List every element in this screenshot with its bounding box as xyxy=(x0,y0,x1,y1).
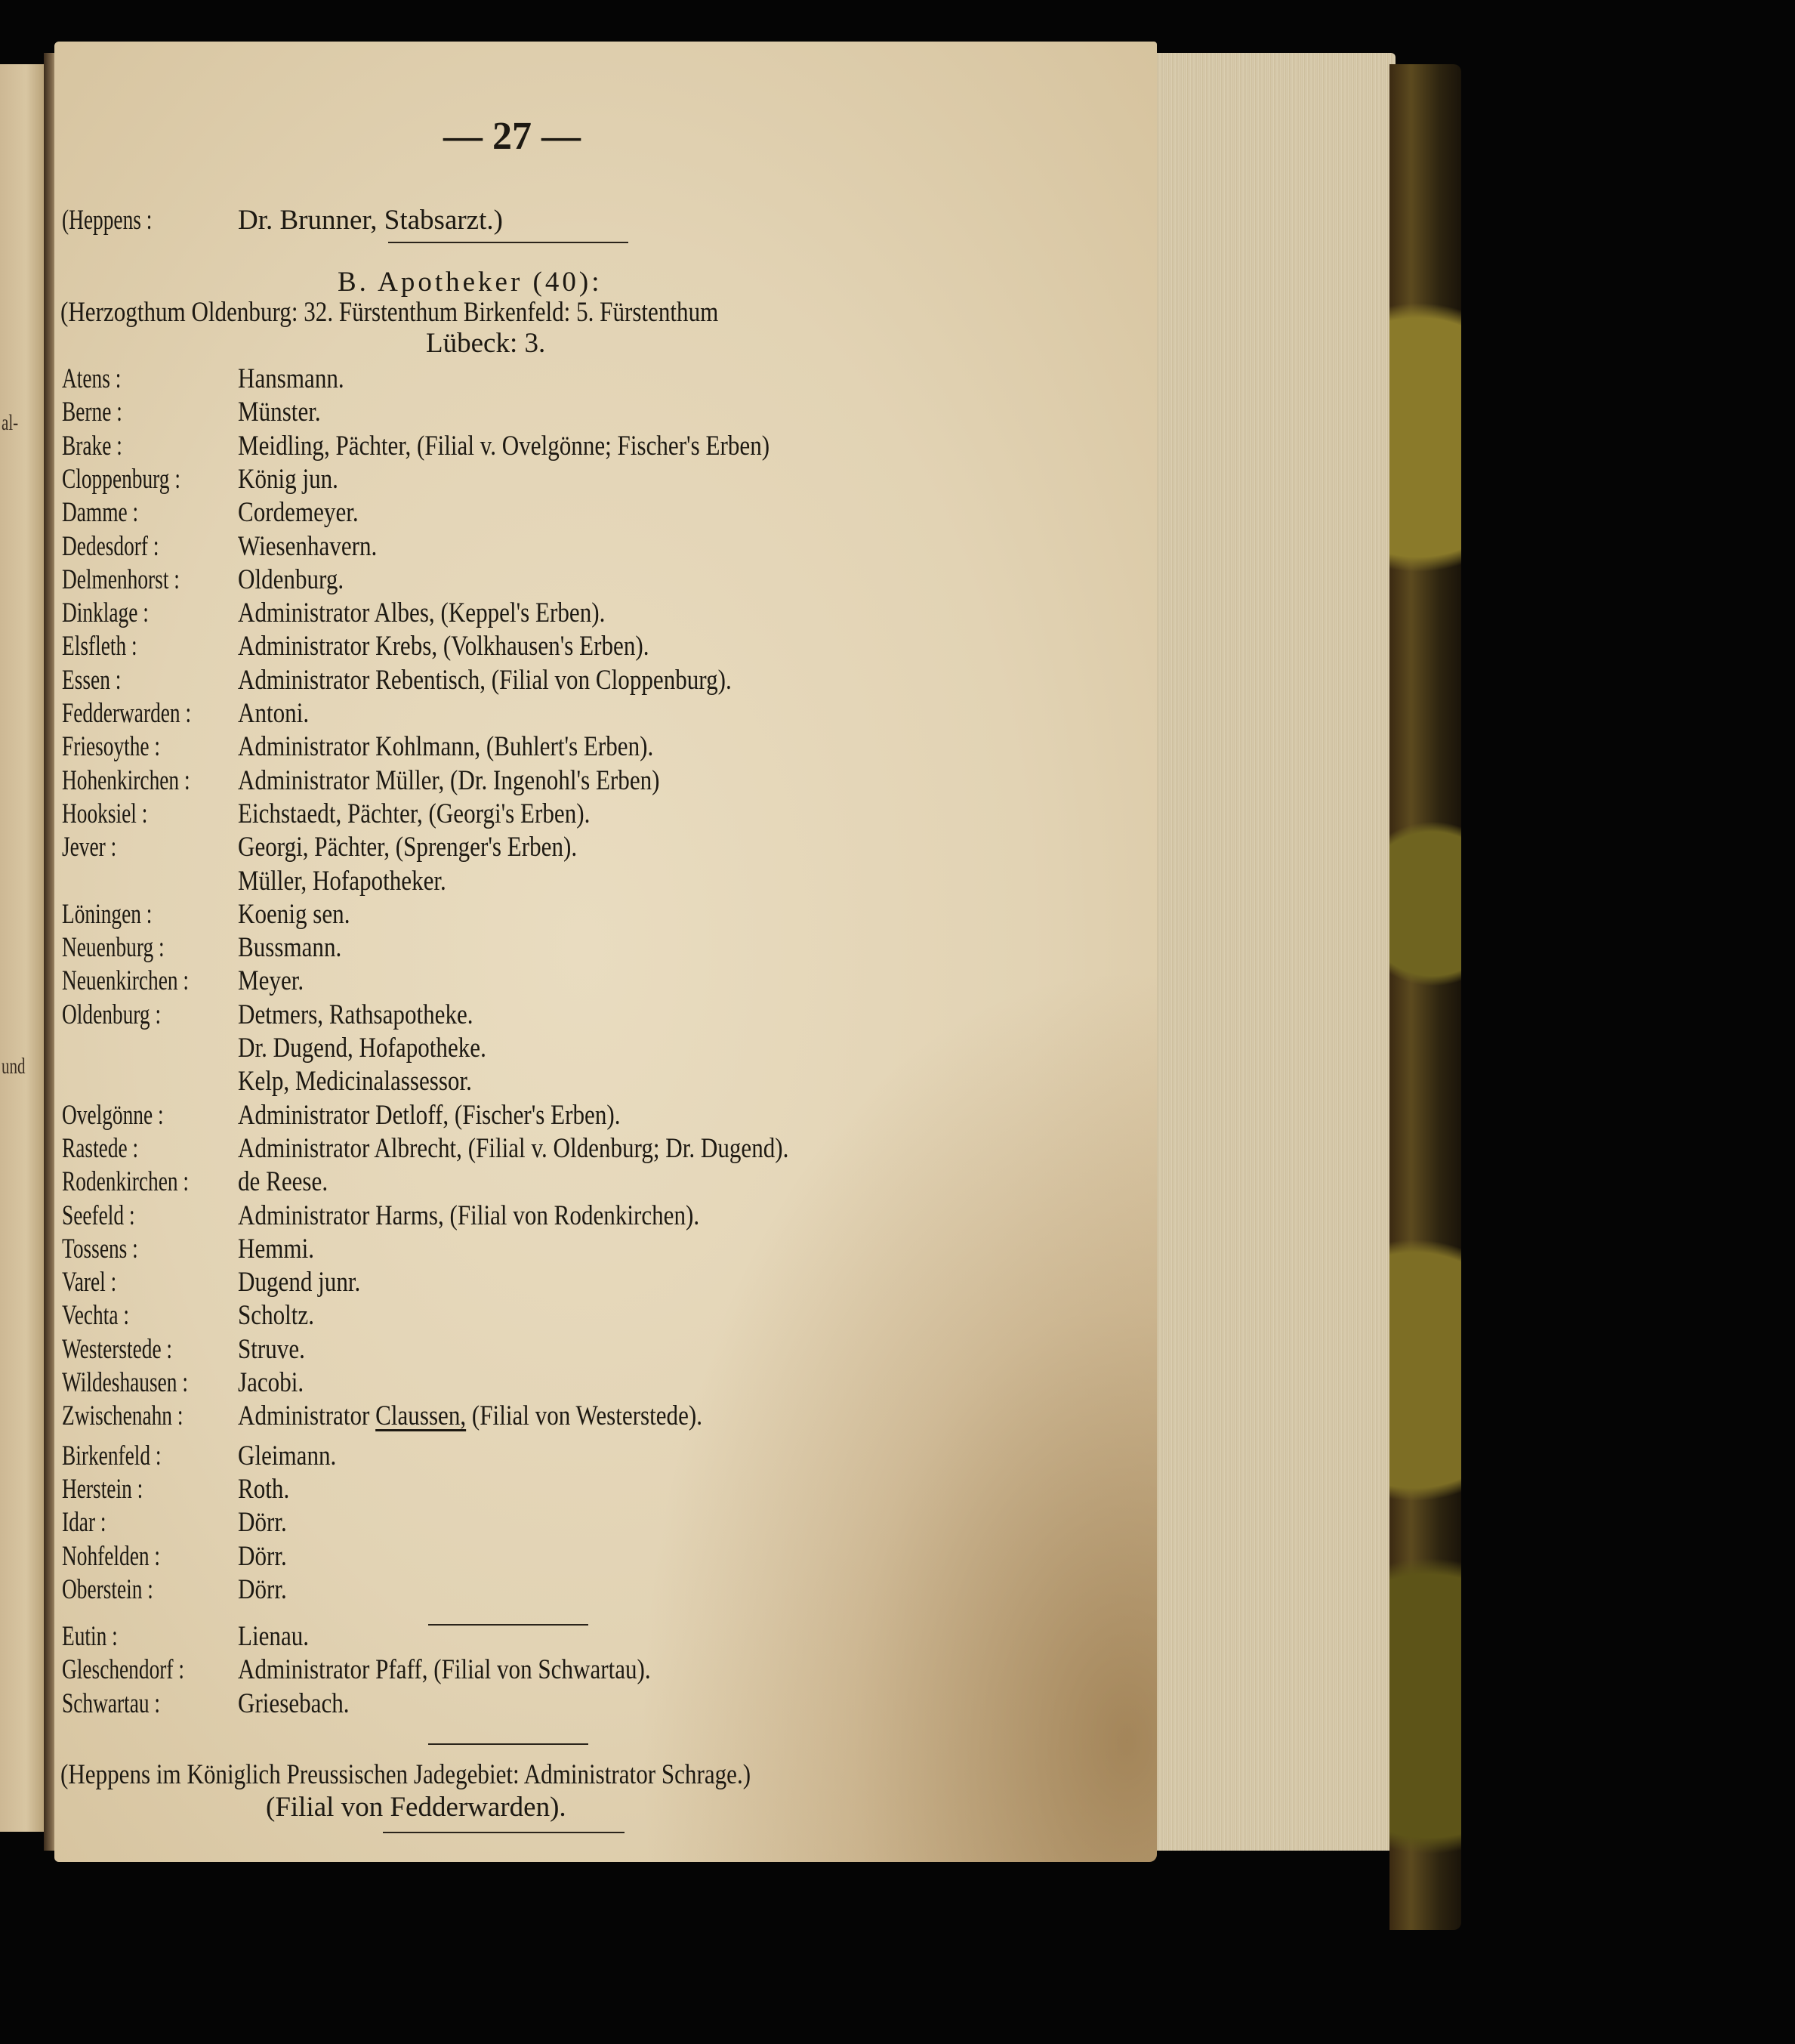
entry-place: Essen : xyxy=(62,665,122,696)
entry-pharmacist: Dr. Dugend, Hofapotheke. xyxy=(238,1033,486,1064)
entry-pharmacist: Lienau. xyxy=(238,1621,310,1652)
entry-place: Birkenfeld : xyxy=(62,1440,162,1471)
entry-pharmacist: Meyer. xyxy=(238,965,304,996)
entry-place: Vechta : xyxy=(62,1300,129,1331)
entry-pharmacist: Griesebach. xyxy=(238,1688,350,1719)
entry-place: Jever : xyxy=(62,832,117,863)
entry-place: Rodenkirchen : xyxy=(62,1166,190,1197)
divider-rule xyxy=(383,1832,625,1833)
page-block-edges xyxy=(1154,53,1396,1851)
divider-rule xyxy=(388,242,628,243)
entry-place: Berne : xyxy=(62,397,122,428)
entry-place: Dinklage : xyxy=(62,597,149,628)
intro-label: (Heppens : xyxy=(62,205,153,236)
entry-pharmacist: Administrator Rebentisch, (Filial von Cloppenburg). xyxy=(238,665,732,696)
entry-pharmacist: Koenig sen. xyxy=(238,899,350,930)
entry-place: Westerstede : xyxy=(62,1334,173,1365)
entry-text-part: (Filial von Westerstede). xyxy=(466,1400,702,1431)
entry-pharmacist: Administrator Pfaff, (Filial von Schwartau). xyxy=(238,1654,651,1685)
entry-pharmacist: Oldenburg. xyxy=(238,564,344,595)
entry-pharmacist: Hemmi. xyxy=(238,1234,314,1264)
entry-place: Zwischenahn : xyxy=(62,1400,184,1431)
entry-pharmacist: Dugend junr. xyxy=(238,1267,361,1298)
entry-place: Löningen : xyxy=(62,899,153,930)
entry-place: Ovelgönne : xyxy=(62,1100,164,1131)
entry-pharmacist: Administrator Krebs, (Volkhausen's Erben). xyxy=(238,631,649,662)
entry-pharmacist: Münster. xyxy=(238,397,321,428)
entry-pharmacist: Jacobi. xyxy=(238,1367,304,1398)
entry-pharmacist: Dörr. xyxy=(238,1574,287,1605)
entry-pharmacist: Wiesenhavern. xyxy=(238,531,378,562)
entry-place: Nohfelden : xyxy=(62,1541,161,1572)
entry-pharmacist: Hansmann. xyxy=(238,363,344,394)
entry-place: Neuenkirchen : xyxy=(62,965,190,996)
divider-rule xyxy=(428,1624,588,1626)
entry-pharmacist: Administrator Albrecht, (Filial v. Oldenburg; Dr. Dugend). xyxy=(238,1133,789,1164)
entry-pharmacist: Cordemeyer. xyxy=(238,497,359,528)
entry-place: Elsfleth : xyxy=(62,631,137,662)
entry-pharmacist: Antoni. xyxy=(238,698,310,729)
entry-place: Dedesdorf : xyxy=(62,531,159,562)
entry-pharmacist: Bussmann. xyxy=(238,932,342,963)
entry-place: Varel : xyxy=(62,1267,117,1298)
entry-place: Damme : xyxy=(62,497,139,528)
section-title: B. Apotheker (40): xyxy=(338,267,603,298)
marbled-binding xyxy=(1389,64,1461,1930)
entry-place: Schwartau : xyxy=(62,1688,161,1719)
entry-pharmacist: Struve. xyxy=(238,1334,305,1365)
entry-place: Eutin : xyxy=(62,1621,118,1652)
entry-place: Neuenburg : xyxy=(62,932,165,963)
entry-place: Cloppenburg : xyxy=(62,464,180,495)
entry-pharmacist: Administrator Müller, (Dr. Ingenohl's Erben) xyxy=(238,765,660,796)
summary-line-2: Lübeck: 3. xyxy=(426,328,546,359)
entry-place: Gleschendorf : xyxy=(62,1654,184,1685)
entry-text-underlined: Claussen, xyxy=(375,1400,467,1431)
entry-pharmacist: Dörr. xyxy=(238,1507,287,1538)
entry-place: Idar : xyxy=(62,1507,106,1538)
entry-place: Wildeshausen : xyxy=(62,1367,188,1398)
entry-pharmacist: de Reese. xyxy=(238,1166,328,1197)
entry-pharmacist: Müller, Hofapotheker. xyxy=(238,866,446,897)
entry-place: Herstein : xyxy=(62,1474,143,1505)
entry-pharmacist: Administrator Kohlmann, (Buhlert's Erben). xyxy=(238,731,654,762)
divider-rule xyxy=(428,1743,588,1745)
entry-pharmacist: Georgi, Pächter, (Sprenger's Erben). xyxy=(238,832,578,863)
summary-line-1: (Herzogthum Oldenburg: 32. Fürstenthum Birkenfeld: 5. Fürstenthum xyxy=(60,297,719,328)
entry-place: Hooksiel : xyxy=(62,798,148,829)
entry-place: Brake : xyxy=(62,431,122,462)
entry-place: Rastede : xyxy=(62,1133,139,1164)
footnote-line-2: (Filial von Fedderwarden). xyxy=(266,1792,566,1823)
prev-page-fragment: al- xyxy=(2,410,19,435)
entry-place: Friesoythe : xyxy=(62,731,161,762)
entry-pharmacist: Administrator Albes, (Keppel's Erben). xyxy=(238,597,606,628)
entry-pharmacist: Kelp, Medicinalassessor. xyxy=(238,1066,472,1097)
footnote-line-1: (Heppens im Königlich Preussischen Jadegebiet: Administrator Schrage.) xyxy=(60,1759,751,1790)
page-number: — 27 — xyxy=(443,115,581,158)
entry-place: Oldenburg : xyxy=(62,999,162,1030)
entry-pharmacist: Administrator Detloff, (Fischer's Erben). xyxy=(238,1100,621,1131)
entry-pharmacist xyxy=(238,1402,702,1430)
entry-place: Seefeld : xyxy=(62,1200,135,1231)
entry-place: Delmenhorst : xyxy=(62,564,180,595)
entry-place: Atens : xyxy=(62,363,122,394)
entry-pharmacist: Scholtz. xyxy=(238,1300,314,1331)
intro-text: Dr. Brunner, Stabsarzt.) xyxy=(238,205,503,236)
entry-pharmacist: Roth. xyxy=(238,1474,290,1505)
entry-pharmacist: Gleimann. xyxy=(238,1440,337,1471)
previous-page-edge xyxy=(0,64,44,1832)
entry-pharmacist: Detmers, Rathsapotheke. xyxy=(238,999,473,1030)
entry-pharmacist: König jun. xyxy=(238,464,338,495)
entry-pharmacist: Meidling, Pächter, (Filial v. Ovelgönne; Fischer's Erben) xyxy=(238,431,770,462)
entry-place: Hohenkirchen : xyxy=(62,765,190,796)
entry-place: Fedderwarden : xyxy=(62,698,192,729)
entry-place: Oberstein : xyxy=(62,1574,153,1605)
entry-pharmacist: Eichstaedt, Pächter, (Georgi's Erben). xyxy=(238,798,591,829)
entry-pharmacist: Dörr. xyxy=(238,1541,287,1572)
book-page xyxy=(54,42,1157,1862)
entry-place: Tossens : xyxy=(62,1234,138,1264)
prev-page-fragment: und xyxy=(2,1054,26,1079)
entry-text-part: Administrator xyxy=(238,1400,376,1431)
entry-pharmacist: Administrator Harms, (Filial von Rodenkirchen). xyxy=(238,1200,700,1231)
